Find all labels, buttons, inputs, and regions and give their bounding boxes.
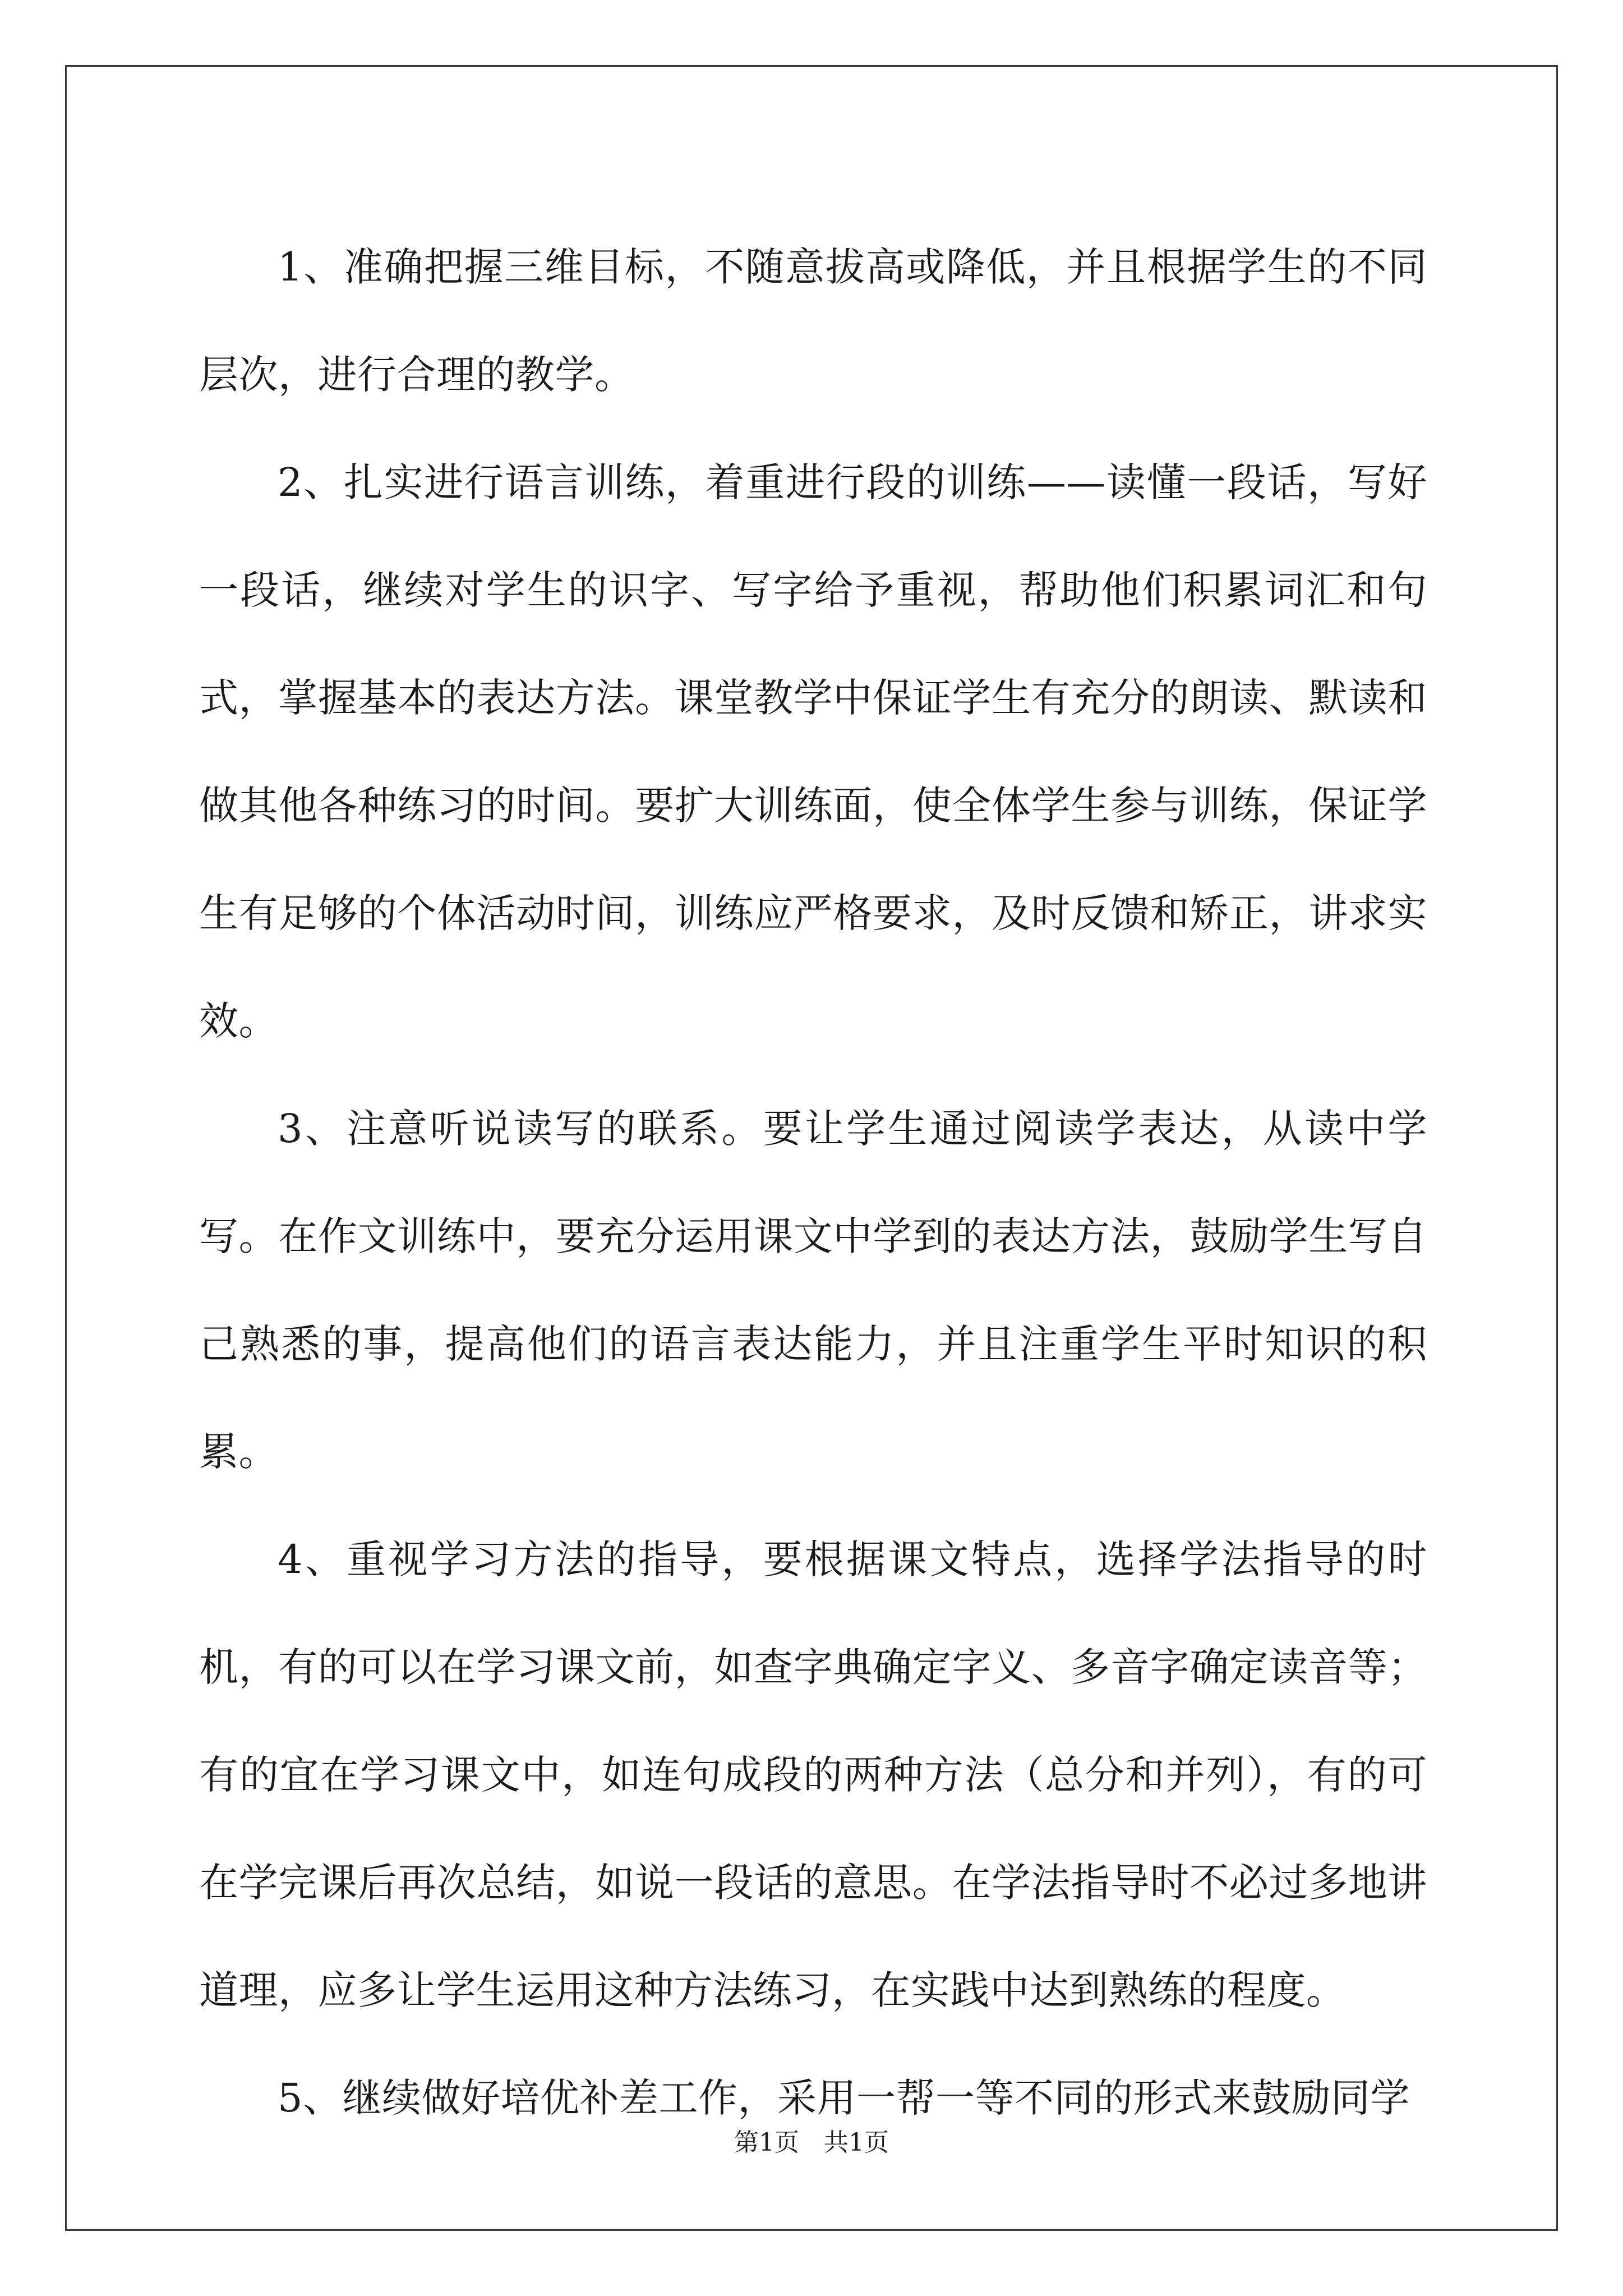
paragraph-1: 1、准确把握三维目标，不随意拔高或降低，并且根据学生的不同层次，进行合理的教学。 <box>199 244 1427 398</box>
paragraph-3: 3、注意听说读写的联系。要让学生通过阅读学表达，从读中学写。在作文训练中，要充分运用课文中学到的表达方法，鼓励学生写自己熟悉的事，提高他们的语言表达能力，并且注重学生平时知识的积累。 <box>199 1106 1427 1475</box>
paragraph-2: 2、扎实进行语言训练，着重进行段的训练——读懂一段话，写好一段话，继续对学生的识字、写字给予重视，帮助他们积累词汇和句式，掌握基本的表达方法。课堂教学中保证学生有充分的朗读、默读和做其他各种练习的时间。要扩大训练面，使全体学生参与训练，保证学生有足够的个体活动时间，训练应严格要求，及时反馈和矫正，讲求实效。 <box>199 459 1427 1044</box>
document-body <box>199 213 1427 2152</box>
paragraph-4: 4、重视学习方法的指导，要根据课文特点，选择学法指导的时机，有的可以在学习课文前，如查字典确定字义、多音字确定读音等；有的宜在学习课文中，如连句成段的两种方法（总分和并列），有的可在学完课后再次总结，如说一段话的意思。在学法指导时不必过多地讲道理，应多让学生运用这种方法练习，在实践中达到熟练的程度。 <box>199 1536 1427 2013</box>
page-number-footer: 第1页 共1页 <box>734 2128 889 2157</box>
paragraph-5: 5、继续做好培优补差工作，采用一帮一等不同的形式来鼓励同学 <box>278 2075 1410 2121</box>
